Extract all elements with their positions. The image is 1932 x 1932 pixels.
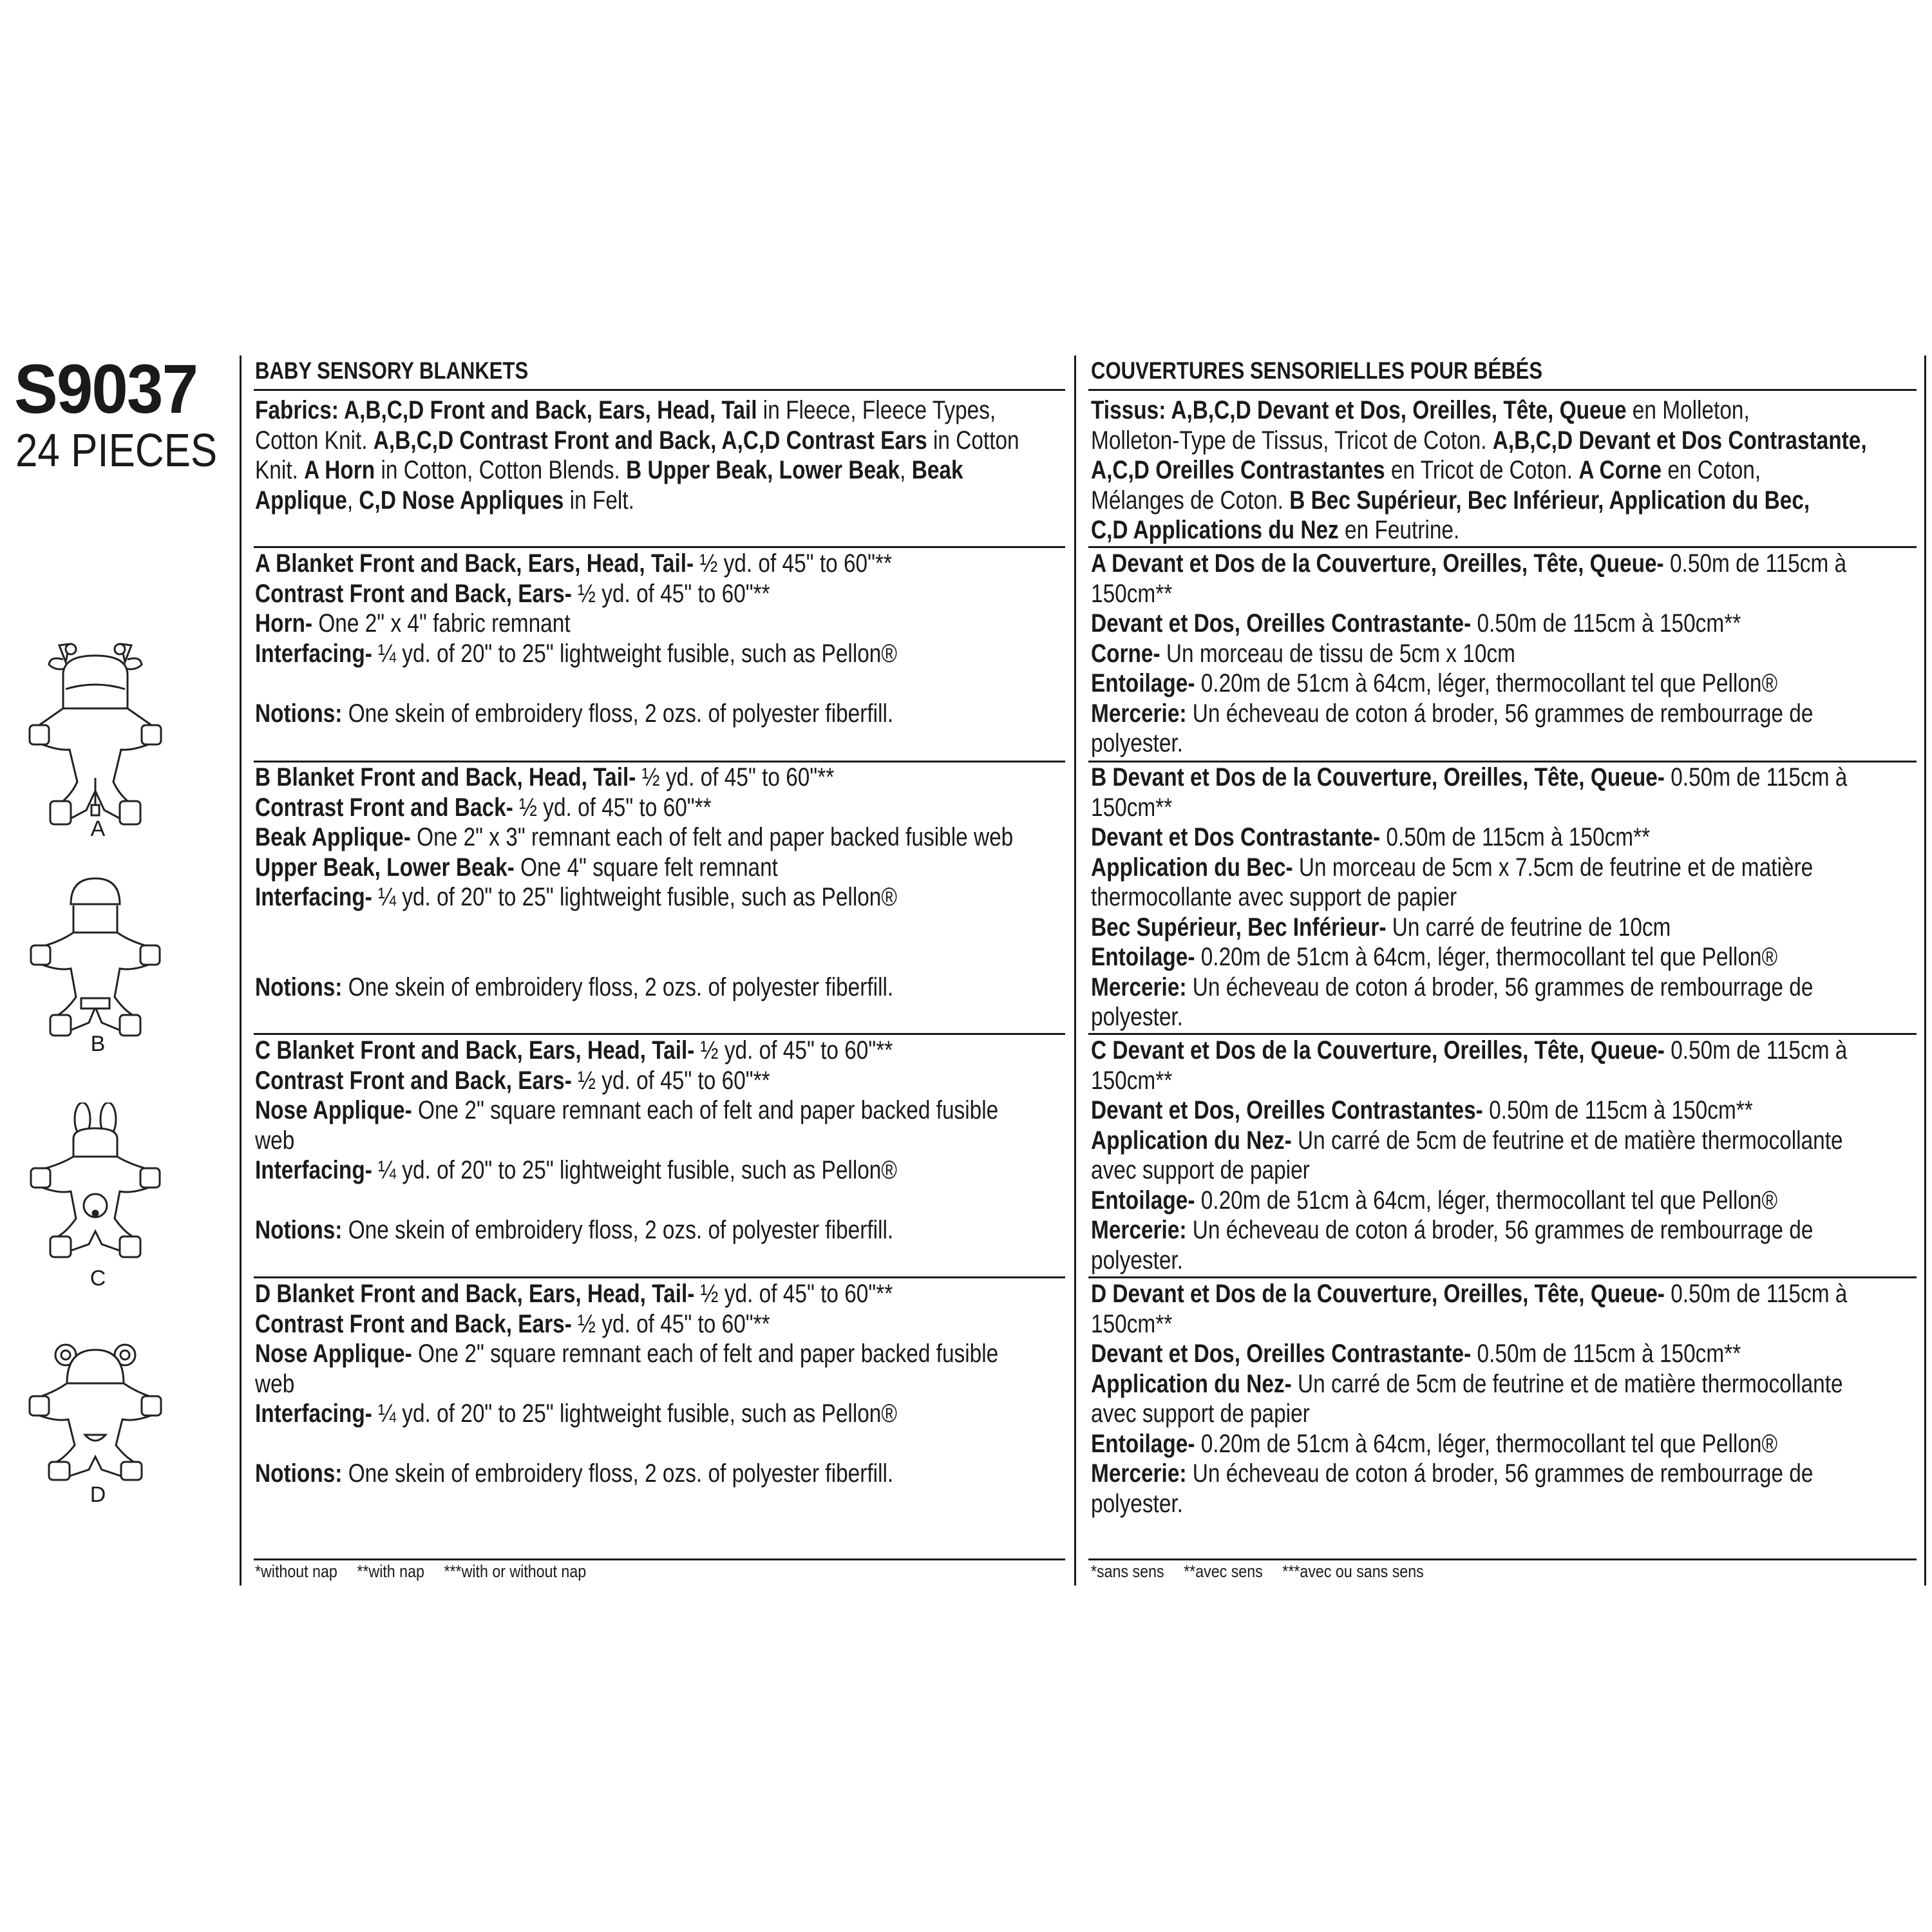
view-label-a: A [90, 817, 106, 841]
text-run: Un carré de feutrine de 10cm [1386, 913, 1671, 942]
fr-fabrics [1091, 395, 1914, 545]
text-run: Un carré de 5cm de feutrine et de matière thermocollante [1291, 1369, 1843, 1398]
text-line [255, 1459, 1078, 1489]
text-line [255, 822, 1078, 853]
bold-label: Nose Applique- [255, 1340, 412, 1368]
text-line [1091, 1095, 1914, 1126]
text-line [1091, 549, 1914, 579]
bunny-blanket-icon [24, 1103, 166, 1261]
text-run: ½ yd. of 45" to 60"** [513, 793, 712, 822]
text-line [255, 668, 1078, 699]
text-line [1091, 486, 1914, 516]
en-view-a-yardage [255, 549, 1078, 728]
text-line [255, 1215, 1078, 1245]
text-line [255, 1186, 1078, 1216]
bold-label: Notions: [255, 1459, 343, 1488]
text-run: Un écheveau de coton á broder, 56 grammes de rembourrage de [1186, 699, 1814, 728]
bold-label: Tissus: A,B,C,D Devant et Dos, Oreilles, Tête, Queue [1091, 396, 1627, 424]
text-line [1091, 426, 1914, 456]
text-run: Un écheveau de coton á broder, 56 grammes de rembourrage de [1186, 1459, 1814, 1488]
text-line [1091, 455, 1914, 486]
text-line [1091, 1369, 1914, 1399]
text-run: 0.50m de 115cm à 150cm** [1471, 1340, 1741, 1368]
en-title: BABY SENSORY BLANKETS [255, 357, 529, 384]
text-line [255, 1429, 1078, 1459]
en-rule [254, 1033, 1065, 1035]
fr-view-a-yardage [1091, 549, 1914, 759]
text-line [1091, 1309, 1914, 1340]
fr-footnotes [1091, 1561, 1439, 1582]
bold-label: Entoilage- [1091, 669, 1195, 697]
text-run: 0.20m de 51cm à 64cm, léger, thermocollant tel que Pellon® [1195, 1429, 1778, 1458]
text-line [1091, 1245, 1914, 1276]
text-run: 0.50m de 115cm à [1664, 1280, 1848, 1308]
text-run: avec support de papier [1091, 1156, 1310, 1184]
bold-label: Application du Nez- [1091, 1369, 1292, 1398]
bold-label: Entoilage- [1091, 1429, 1195, 1458]
text-line [1091, 942, 1914, 972]
en-view-d-yardage [255, 1279, 1078, 1489]
bold-label: Contrast Front and Back, Ears- [255, 1309, 572, 1338]
text-run: 150cm** [1091, 793, 1173, 822]
bold-label: Interfacing- [255, 639, 372, 668]
text-line [1091, 1066, 1914, 1096]
fr-rule [1088, 1558, 1917, 1560]
left-column-rule [240, 355, 242, 1586]
text-line [255, 793, 1078, 823]
text-run: polyester. [1091, 1245, 1183, 1274]
text-run: 150cm** [1091, 1309, 1173, 1338]
text-line [255, 762, 1078, 793]
bold-label: C,D Applications du Nez [1091, 516, 1339, 544]
right-column-rule [1924, 355, 1926, 1586]
text-line [1091, 668, 1914, 699]
bold-label: Devant et Dos, Oreilles Contrastante- [1091, 609, 1472, 638]
text-run: Cotton Knit. [255, 426, 374, 455]
text-line [255, 1036, 1078, 1066]
bold-label: Beak Applique- [255, 823, 411, 851]
bold-label: Entoilage- [1091, 943, 1195, 971]
text-run: 150cm** [1091, 1066, 1173, 1095]
text-run: Un écheveau de coton á broder, 56 grammes de rembourrage de [1186, 972, 1814, 1001]
en-rule [254, 546, 1065, 548]
text-line [1091, 1489, 1914, 1519]
en-rule [254, 1276, 1065, 1278]
piece-count: 24 PIECES [15, 425, 218, 477]
text-line [1091, 793, 1914, 823]
footnote: **avec sens [1184, 1562, 1263, 1581]
bold-label: B Blanket Front and Back, Head, Tail- [255, 763, 636, 791]
text-run: , [900, 456, 912, 484]
text-run: 0.50m de 115cm à [1664, 1036, 1848, 1065]
text-run: in Cotton [927, 426, 1019, 455]
en-fabrics [255, 395, 1078, 515]
bold-label: A,C,D Oreilles Contrastantes [1091, 456, 1385, 484]
fr-rule [1088, 389, 1917, 391]
bold-label: D Blanket Front and Back, Ears, Head, Tail- [255, 1280, 695, 1308]
text-run: 0.50m de 115cm à 150cm** [1482, 1096, 1753, 1124]
text-run: One 2" x 3" remnant each of felt and paper backed fusible web [410, 823, 1014, 851]
text-run: en Coton, [1662, 456, 1761, 484]
bold-label: Mercerie: [1091, 699, 1187, 728]
text-run: Un écheveau de coton á broder, 56 grammes de rembourrage de [1186, 1216, 1814, 1244]
text-run: One skein of embroidery floss, 2 ozs. of polyester fiberfill. [342, 1216, 894, 1244]
text-run: thermocollante avec support de papier [1091, 883, 1457, 911]
fr-view-c-yardage [1091, 1036, 1914, 1275]
view-label-c: C [90, 1266, 106, 1291]
bold-label: A Corne [1578, 456, 1662, 484]
text-line [255, 609, 1078, 639]
fr-title: COUVERTURES SENSORIELLES POUR BÉBÉS [1091, 357, 1543, 384]
text-line [1091, 972, 1914, 1003]
text-line [255, 1155, 1078, 1186]
bold-label: Interfacing- [255, 883, 372, 911]
text-line [1091, 1036, 1914, 1066]
bold-label: Devant et Dos, Oreilles Contrastantes- [1091, 1096, 1483, 1124]
bold-label: Devant et Dos, Oreilles Contrastante- [1091, 1340, 1472, 1368]
bold-label: Horn- [255, 609, 313, 638]
bold-label: Fabrics: A,B,C,D Front and Back, Ears, Head, Tail [255, 396, 757, 424]
text-line [1091, 1186, 1914, 1216]
fr-rule [1088, 546, 1917, 548]
bold-label: Entoilage- [1091, 1186, 1195, 1215]
bold-label: Contrast Front and Back, Ears- [255, 579, 572, 608]
text-run: in Cotton, Cotton Blends. [375, 456, 627, 484]
text-run: web [255, 1369, 295, 1398]
text-run: 0.20m de 51cm à 64cm, léger, thermocollant tel que Pellon® [1195, 943, 1778, 971]
fr-rule [1088, 1276, 1917, 1278]
fr-view-b-yardage [1091, 762, 1914, 1032]
bold-label: Notions: [255, 1216, 343, 1244]
text-run: 0.50m de 115cm à [1663, 549, 1847, 578]
bold-label: B Upper Beak, Lower Beak [626, 456, 900, 484]
text-run: Un carré de 5cm de feutrine et de matière thermocollante [1291, 1126, 1843, 1155]
text-run: ¼ yd. of 20" to 25" lightweight fusible, such as Pellon® [372, 883, 898, 911]
text-run: 0.20m de 51cm à 64cm, léger, thermocollant tel que Pellon® [1195, 669, 1778, 697]
footnote: **with nap [357, 1562, 424, 1581]
text-run: polyester. [1091, 729, 1183, 757]
text-line [1091, 1279, 1914, 1309]
text-line [255, 395, 1078, 426]
text-line [255, 579, 1078, 609]
text-run: 150cm** [1091, 579, 1173, 608]
text-line [1091, 579, 1914, 609]
text-line [255, 1095, 1078, 1126]
text-line [1091, 882, 1914, 913]
text-run: ½ yd. of 45" to 60"** [571, 579, 770, 608]
text-run: Un morceau de 5cm x 7.5cm de feutrine et de matière [1293, 853, 1814, 882]
text-line [1091, 913, 1914, 943]
text-run: 0.50m de 115cm à [1664, 763, 1848, 791]
text-run: ¼ yd. of 20" to 25" lightweight fusible, such as Pellon® [372, 1399, 898, 1428]
text-line [255, 853, 1078, 883]
text-run: One 2" square remnant each of felt and paper backed fusible [412, 1096, 999, 1124]
text-line [1091, 1126, 1914, 1156]
bold-label: Notions: [255, 972, 343, 1001]
text-run: One 2" square remnant each of felt and paper backed fusible [412, 1340, 999, 1368]
en-footnotes [255, 1561, 601, 1582]
text-line [255, 699, 1078, 729]
text-run: One 2" x 4" fabric remnant [312, 609, 571, 638]
bear-blanket-icon [24, 1337, 166, 1482]
bold-label: D Devant et Dos de la Couverture, Oreilles, Tête, Queue- [1091, 1280, 1665, 1308]
text-line [255, 942, 1078, 972]
text-run: en Feutrine. [1338, 516, 1460, 544]
text-line [1091, 1459, 1914, 1489]
text-line [1091, 1215, 1914, 1245]
text-run: , [346, 486, 359, 515]
text-run: in Felt. [564, 486, 634, 515]
text-line [255, 1369, 1078, 1399]
bold-label: A Devant et Dos de la Couverture, Oreilles, Tête, Queue- [1091, 549, 1664, 578]
text-run: web [255, 1126, 295, 1155]
text-run: Knit. [255, 456, 305, 484]
text-line [1091, 762, 1914, 793]
bold-label: Contrast Front and Back- [255, 793, 513, 822]
text-line [1091, 853, 1914, 883]
text-run: in Fleece, Fleece Types, [757, 396, 996, 424]
text-run: ½ yd. of 45" to 60"** [571, 1309, 770, 1338]
bold-label: A,B,C,D Contrast Front and Back, A,C,D Contrast Ears [373, 426, 927, 455]
text-run: en Molleton, [1626, 396, 1750, 424]
text-line [255, 1279, 1078, 1309]
view-label-d: D [90, 1482, 106, 1507]
bold-label: Beak [911, 456, 963, 484]
text-run: polyester. [1091, 1489, 1183, 1518]
footnote: *without nap [255, 1562, 337, 1581]
text-line [255, 486, 1078, 516]
en-rule [254, 389, 1065, 391]
text-line [255, 972, 1078, 1003]
bold-label: C,D Nose Appliques [359, 486, 564, 515]
bold-label: Notions: [255, 699, 343, 728]
bold-label: B Devant et Dos de la Couverture, Oreilles, Tête, Queue- [1091, 763, 1665, 791]
text-run: One skein of embroidery floss, 2 ozs. of polyester fiberfill. [342, 1459, 894, 1488]
text-line [1091, 1429, 1914, 1459]
en-view-c-yardage [255, 1036, 1078, 1245]
pattern-number: S9037 [14, 350, 198, 428]
text-line [1091, 395, 1914, 426]
bold-label: A Blanket Front and Back, Ears, Head, Tail- [255, 549, 694, 578]
text-line [1091, 1339, 1914, 1369]
bold-label: Devant et Dos Contrastante- [1091, 823, 1381, 851]
text-line [1091, 1155, 1914, 1186]
text-run: avec support de papier [1091, 1399, 1310, 1428]
text-line [1091, 822, 1914, 853]
text-run: Mélanges de Coton. [1091, 486, 1290, 515]
text-line [255, 426, 1078, 456]
text-run: ½ yd. of 45" to 60"** [571, 1066, 770, 1095]
bold-label: C Blanket Front and Back, Ears, Head, Tail- [255, 1036, 695, 1065]
text-run: One skein of embroidery floss, 2 ozs. of polyester fiberfill. [342, 699, 894, 728]
text-run: ½ yd. of 45" to 60"** [636, 763, 835, 791]
text-line [255, 1066, 1078, 1096]
text-line [1091, 699, 1914, 729]
bold-label: Mercerie: [1091, 1216, 1187, 1244]
text-line [255, 639, 1078, 669]
bold-label: A Horn [304, 456, 375, 484]
bold-label: Applique [255, 486, 347, 515]
fr-rule [1088, 1033, 1917, 1035]
en-rule [254, 1558, 1065, 1560]
text-line [255, 455, 1078, 486]
bold-label: Contrast Front and Back, Ears- [255, 1066, 572, 1095]
text-line [1091, 1399, 1914, 1429]
text-run: ¼ yd. of 20" to 25" lightweight fusible, such as Pellon® [372, 639, 898, 668]
text-run: ½ yd. of 45" to 60"** [694, 1280, 893, 1308]
text-run: One skein of embroidery floss, 2 ozs. of polyester fiberfill. [342, 972, 894, 1001]
bold-label: C Devant et Dos de la Couverture, Oreilles, Tête, Queue- [1091, 1036, 1665, 1065]
text-line [255, 549, 1078, 579]
view-label-b: B [90, 1032, 106, 1056]
text-line [1091, 1002, 1914, 1032]
bold-label: A,B,C,D Devant et Dos Contrastante, [1492, 426, 1867, 455]
text-run: ¼ yd. of 20" to 25" lightweight fusible, such as Pellon® [372, 1156, 898, 1184]
footnote: ***with or without nap [444, 1562, 587, 1581]
text-line [1091, 728, 1914, 759]
footnote: *sans sens [1091, 1562, 1164, 1581]
text-line [255, 882, 1078, 913]
bold-label: Interfacing- [255, 1156, 372, 1184]
text-line [255, 913, 1078, 943]
text-run: ½ yd. of 45" to 60"** [694, 549, 892, 578]
bird-blanket-icon [24, 866, 166, 1039]
bold-label: B Bec Supérieur, Bec Inférieur, Application du Bec, [1289, 486, 1810, 515]
text-run: Un morceau de tissu de 5cm x 10cm [1160, 639, 1515, 668]
giraffe-blanket-icon [24, 636, 166, 831]
text-run: en Tricot de Coton. [1385, 456, 1579, 484]
text-line [255, 1339, 1078, 1369]
bold-label: Nose Applique- [255, 1096, 412, 1124]
text-run: 0.50m de 115cm à 150cm** [1471, 609, 1741, 638]
bold-label: Mercerie: [1091, 1459, 1187, 1488]
text-line [1091, 609, 1914, 639]
footnote: ***avec ou sans sens [1282, 1562, 1424, 1581]
bold-label: Bec Supérieur, Bec Inférieur- [1091, 913, 1387, 942]
bold-label: Application du Nez- [1091, 1126, 1292, 1155]
text-run: 0.50m de 115cm à 150cm** [1380, 823, 1651, 851]
text-line [1091, 515, 1914, 545]
text-line [255, 1126, 1078, 1156]
en-view-b-yardage [255, 762, 1078, 1002]
text-run: One 4" square felt remnant [514, 853, 778, 882]
text-line [255, 1309, 1078, 1340]
bold-label: Upper Beak, Lower Beak- [255, 853, 515, 882]
text-run: Molleton-Type de Tissus, Tricot de Coton. [1091, 426, 1493, 455]
text-run: polyester. [1091, 1003, 1183, 1031]
bold-label: Application du Bec- [1091, 853, 1293, 882]
text-line [255, 1399, 1078, 1429]
bold-label: Corne- [1091, 639, 1160, 668]
fr-view-d-yardage [1091, 1279, 1914, 1519]
bold-label: Interfacing- [255, 1399, 372, 1428]
text-run: 0.20m de 51cm à 64cm, léger, thermocollant tel que Pellon® [1195, 1186, 1778, 1215]
bold-label: Mercerie: [1091, 972, 1187, 1001]
text-line [1091, 639, 1914, 669]
text-run: ½ yd. of 45" to 60"** [694, 1036, 893, 1065]
